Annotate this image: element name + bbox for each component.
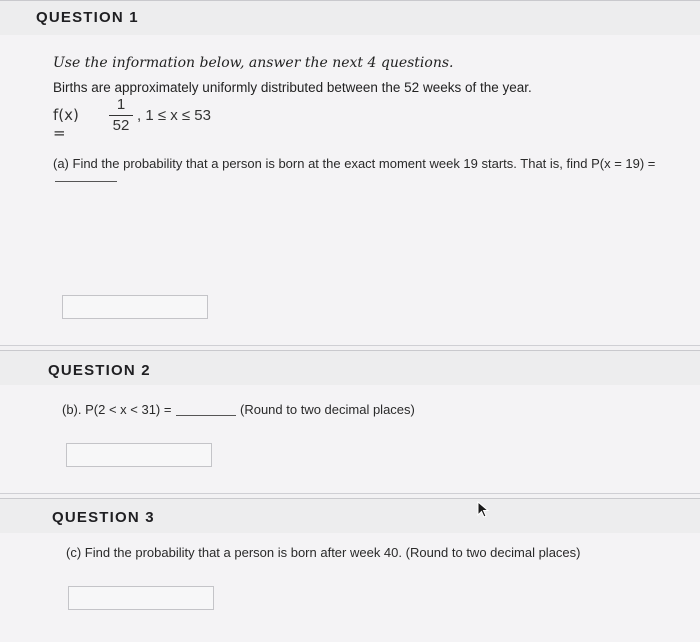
question-1-blank [55,181,117,182]
question-1-context: Births are approximately uniformly distributed between the 52 weeks of the year. [53,80,532,95]
mouse-pointer-icon [477,501,491,519]
question-1-answer-input[interactable] [62,295,208,319]
divider-2 [0,493,700,494]
question-2-answer-input[interactable] [66,443,212,467]
formula-numerator: 1 [116,96,126,113]
question-3-header [0,498,700,534]
formula-fraction [109,96,133,135]
question-3-part-c: (c) Find the probability that a person is born after week 40. (Round to two decimal places) [66,545,581,560]
question-1-header [0,0,700,36]
question-2-blank [176,415,236,416]
question-3-answer-input[interactable] [68,586,214,610]
question-2-round-note: (Round to two decimal places) [240,402,415,417]
divider-1 [0,345,700,346]
fraction-bar [109,115,133,116]
formula-lhs: f(x) = [53,106,79,142]
question-2-header [0,350,700,386]
question-1-title: QUESTION 1 [36,9,139,26]
question-2-part-b: (b). P(2 < x < 31) = [62,402,172,417]
question-3-title: QUESTION 3 [52,509,155,526]
question-2-title: QUESTION 2 [48,362,151,379]
question-1-part-a: (a) Find the probability that a person is born at the exact moment week 19 starts. That is, find P(x = 19) = [53,156,656,171]
question-1-intro: Use the information below, answer the next 4 questions. [53,55,454,71]
formula-denominator: 52 [112,117,130,134]
formula-range: , 1 ≤ x ≤ 53 [137,107,211,124]
